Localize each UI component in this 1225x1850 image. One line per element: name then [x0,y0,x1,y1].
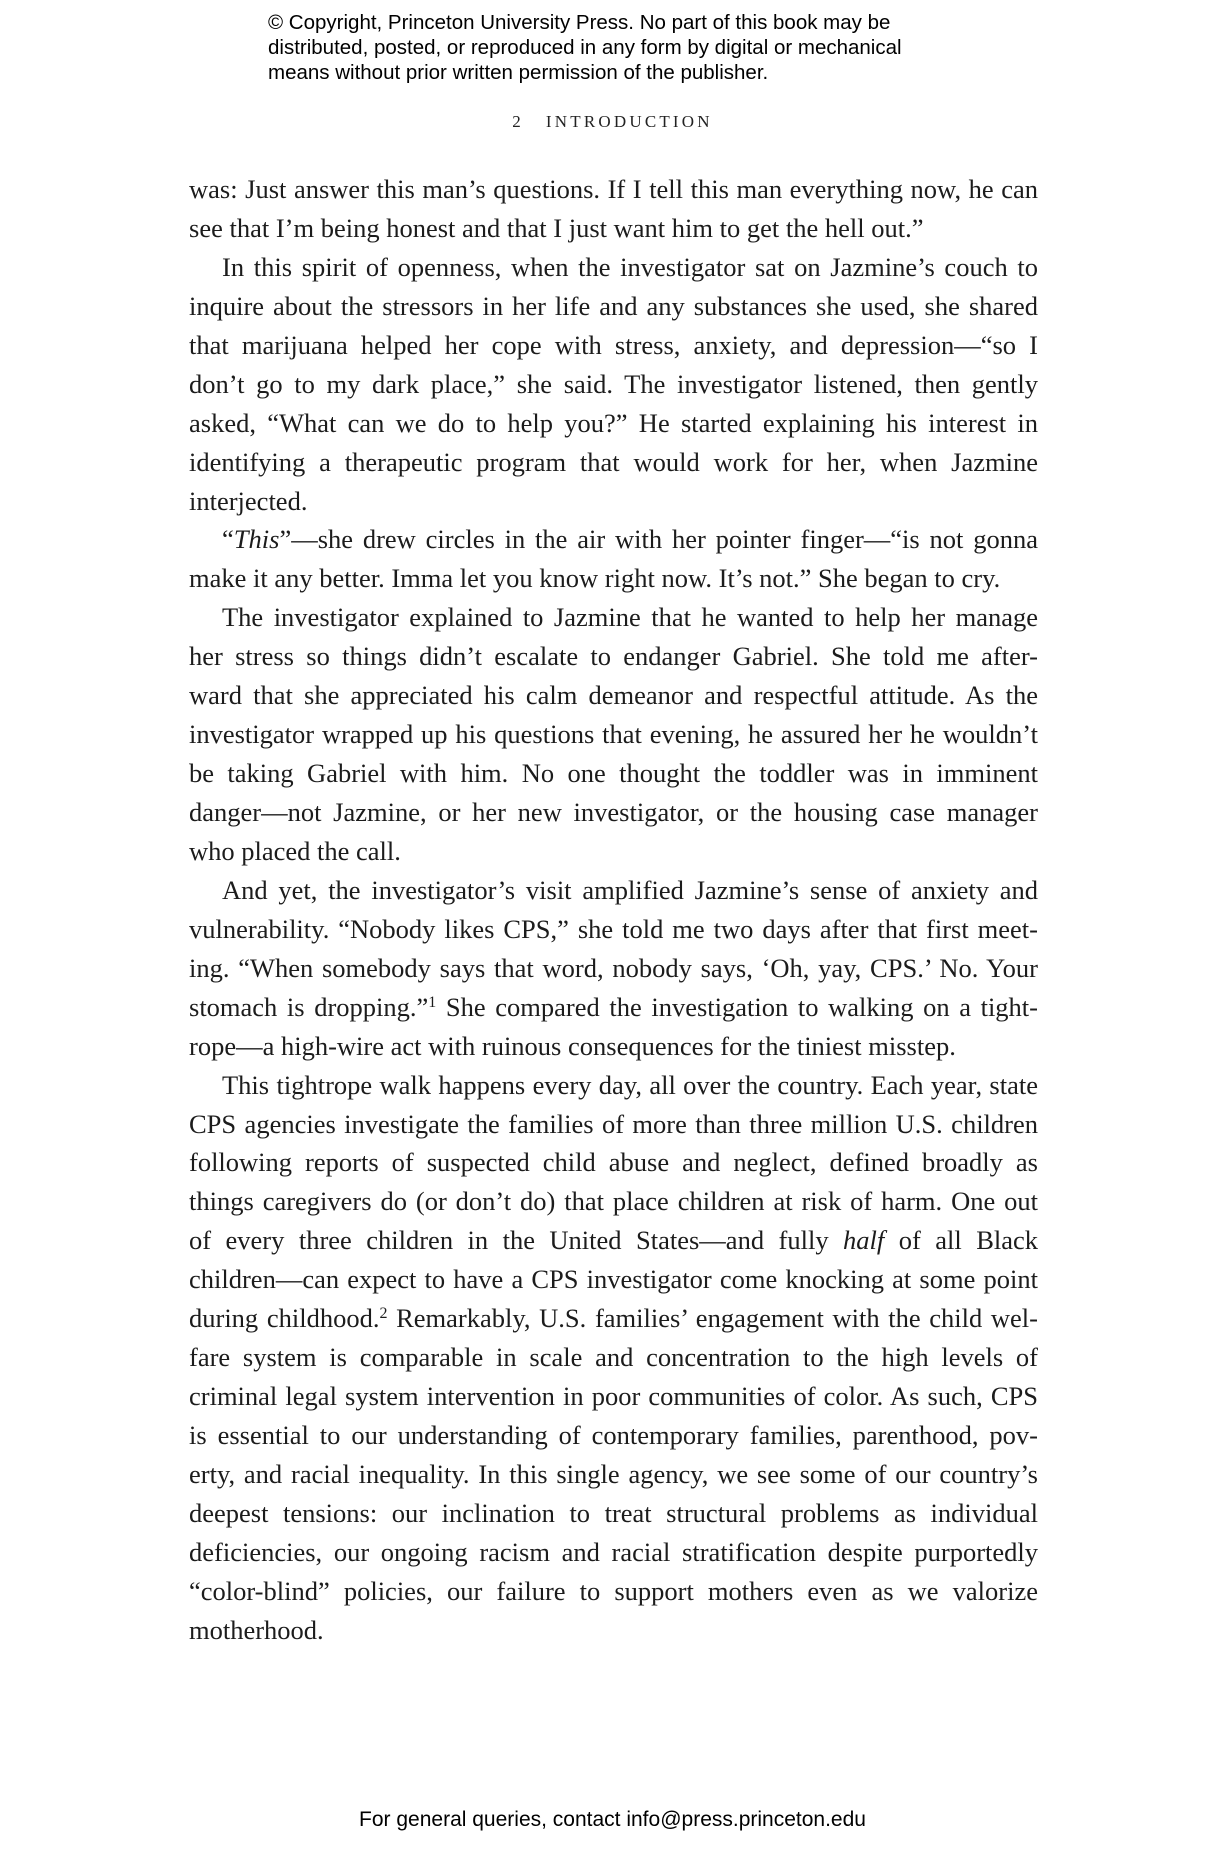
text-line [189,832,1038,871]
text-fragment: The investigator explained to Jazmine that he wanted to help her manage [222,602,1038,633]
text-line [189,1027,1038,1066]
text-fragment: inquire about the stressors in her life and any substances she used, she shared [189,290,1038,321]
text-line [189,520,1038,559]
text-fragment: her stress so things didn’t escalate to endanger Gabriel. She told me after- [189,641,1038,672]
text-line [189,443,1038,482]
text-fragment: who placed the call. [189,835,401,866]
text-fragment: deepest tensions: our inclination to treat structural problems as individual [189,1497,1038,1528]
text-line [189,949,1038,988]
text-fragment: be taking Gabriel with him. No one thought the toddler was in imminent [189,758,1038,789]
footnote-marker: 2 [379,1305,388,1323]
text-line [189,287,1038,326]
text-fragment: following reports of suspected child abuse and neglect, defined broadly as [189,1147,1038,1178]
text-fragment: ing. “When somebody says that word, nobody says, ‘Oh, yay, CPS.’ No. Your [189,952,1038,983]
text-fragment: was: Just answer this man’s questions. If I tell this man everything now, he can [189,174,1038,204]
text-line [189,1105,1038,1144]
text-line [189,715,1038,754]
text-line [189,988,1038,1027]
italic-text: This [233,524,280,555]
text-fragment: ”—she drew circles in the air with her pointer finger—“is not gonna [279,524,1038,555]
text-fragment: Remarkably, U.S. families’ engagement with the child wel- [387,1303,1038,1334]
text-fragment: identifying a therapeutic program that would work for her, when Jazmine [189,446,1038,477]
text-line [189,365,1038,404]
text-line [189,1572,1038,1611]
body-text [189,170,1038,1650]
text-fragment: of all Black [884,1225,1039,1256]
text-fragment: ward that she appreciated his calm demeanor and respectful attitude. As the [189,680,1038,711]
text-fragment: “color-blind” policies, our failure to support mothers even as we valorize [189,1575,1038,1606]
text-fragment: vulnerability. “Nobody likes CPS,” she told me two days after that first meet- [189,913,1038,944]
text-line [189,1611,1038,1650]
section-title: INTRODUCTION [545,112,713,131]
text-fragment: “ [222,524,234,555]
text-fragment: deficiencies, our ongoing racism and racial stratification despite purportedly [189,1536,1038,1567]
text-fragment: criminal legal system intervention in poor communities of color. As such, CPS [189,1381,1038,1412]
text-fragment: In this spirit of openness, when the investigator sat on Jazmine’s couch to [222,251,1038,282]
text-line [189,1494,1038,1533]
text-line [189,1066,1038,1105]
footnote-marker: 1 [428,993,437,1011]
text-line [189,676,1038,715]
text-line [189,559,1038,598]
text-line [189,1299,1038,1338]
text-fragment: interjected. [189,485,308,516]
text-fragment: investigator wrapped up his questions that evening, he assured her he wouldn’t [189,719,1038,750]
text-fragment: don’t go to my dark place,” she said. The investigator listened, then gently [189,368,1038,399]
text-fragment: erty, and racial inequality. In this single agency, we see some of our country’s [189,1458,1038,1489]
text-line [189,1260,1038,1299]
copyright-line: distributed, posted, or reproduced in any form by digital or mechanical [268,36,902,59]
text-line [189,793,1038,832]
italic-text: half [843,1225,885,1256]
text-line [189,326,1038,365]
text-line [189,1143,1038,1182]
text-fragment: asked, “What can we do to help you?” He started explaining his interest in [189,407,1038,438]
text-fragment: during childhood. [189,1303,380,1334]
text-fragment: rope—a high-wire act with ruinous consequences for the tiniest misstep. [189,1030,956,1061]
text-line [189,1221,1038,1260]
text-line [189,482,1038,521]
text-fragment: that marijuana helped her cope with stress, anxiety, and depression—“so I [189,329,1038,360]
text-line [189,209,1038,248]
copyright-line: © Copyright, Princeton University Press. No part of this book may be [268,11,891,34]
text-line [189,1338,1038,1377]
text-line [189,871,1038,910]
page-number: 2 [512,112,524,131]
text-line [189,910,1038,949]
text-line [189,1182,1038,1221]
text-line [189,754,1038,793]
text-line [189,637,1038,676]
text-line [189,1377,1038,1416]
text-fragment: danger—not Jazmine, or her new investigator, or the housing case manager [189,797,1038,827]
running-head [0,112,1225,132]
footer-contact: For general queries, contact info@press.princeton.edu [359,1808,866,1831]
text-fragment: is essential to our understanding of contemporary families, parenthood, pov- [189,1420,1038,1450]
text-line [189,598,1038,637]
copyright-line: means without prior written permission of the publisher. [268,61,769,84]
text-fragment: She compared the investigation to walking on a tight- [436,991,1038,1022]
text-fragment: motherhood. [189,1614,324,1645]
copyright-notice [268,10,968,85]
text-fragment: And yet, the investigator’s visit amplified Jazmine’s sense of anxiety and [222,874,1038,905]
text-line [189,1455,1038,1494]
text-fragment: make it any better. Imma let you know right now. It’s not.” She began to cry. [189,563,1001,594]
text-fragment: things caregivers do (or don’t do) that place children at risk of harm. One out [189,1186,1038,1217]
text-line [189,170,1038,209]
text-fragment: of every three children in the United States—and fully [189,1225,844,1256]
text-line [189,1416,1038,1455]
text-fragment: This tightrope walk happens every day, all over the country. Each year, state [222,1069,1038,1100]
text-line [189,248,1038,287]
text-line [189,1533,1038,1572]
text-fragment: stomach is dropping.” [189,991,429,1022]
text-fragment: fare system is comparable in scale and concentration to the high levels of [189,1342,1038,1373]
text-line [189,404,1038,443]
text-fragment: CPS agencies investigate the families of more than three million U.S. children [189,1108,1038,1139]
text-fragment: see that I’m being honest and that I just want him to get the hell out.” [189,212,924,243]
text-fragment: children—can expect to have a CPS investigator come knocking at some point [189,1264,1038,1295]
